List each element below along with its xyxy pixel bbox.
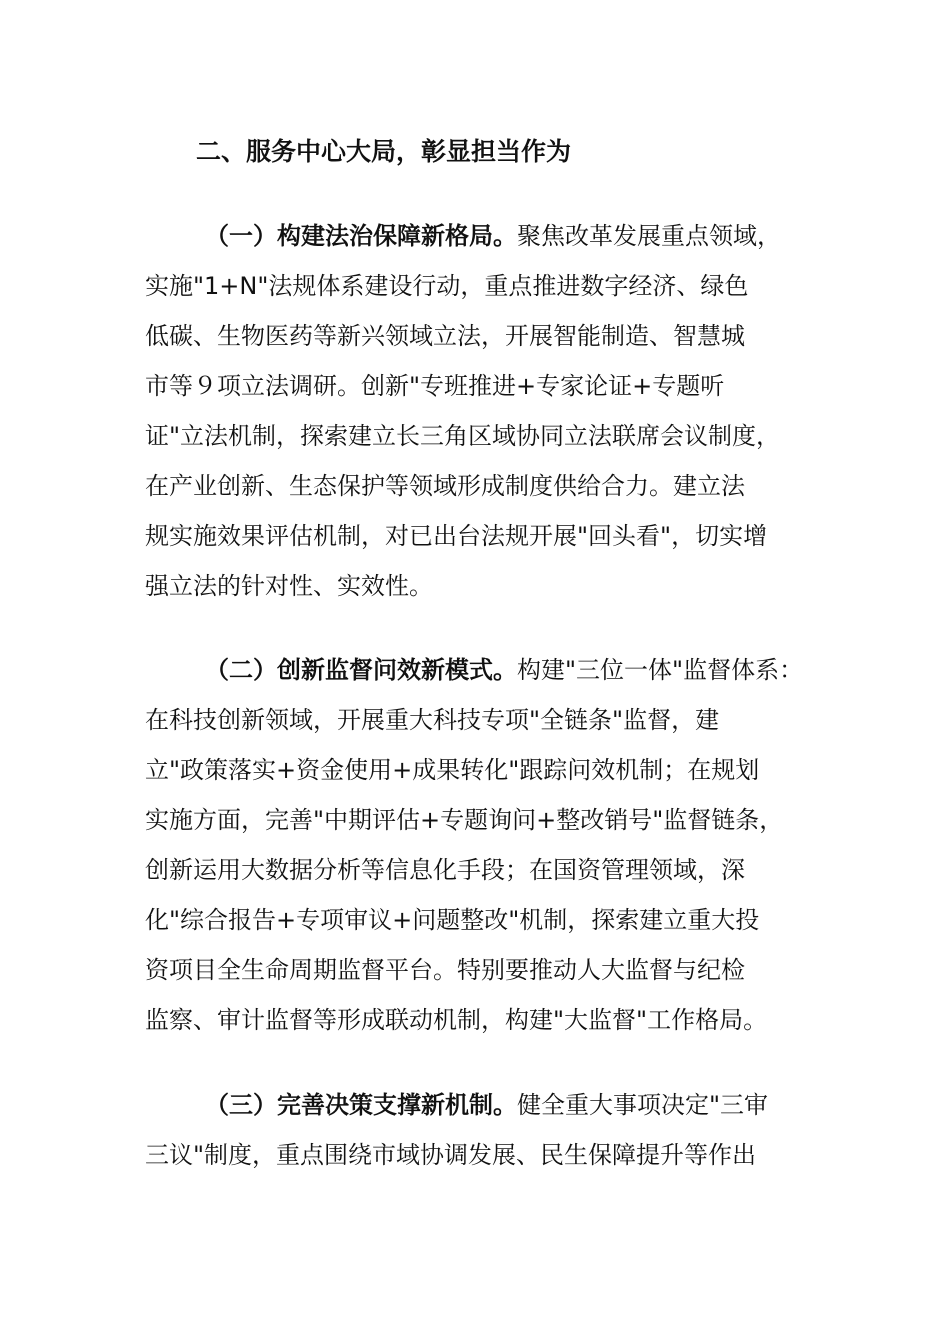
paragraph-1-line-3: 低碳、生物医药等新兴领域立法，开展智能制造、智慧城 xyxy=(145,322,745,350)
paragraph-1-line-7: 规实施效果评估机制，对已出台法规开展"回头看"，切实增 xyxy=(145,522,768,550)
paragraph-1-line-8: 强立法的针对性、实效性。 xyxy=(145,572,433,600)
paragraph-2-line-1 xyxy=(205,650,803,690)
paragraph-3-lead: （三）完善决策支撑新机制。 xyxy=(205,1091,517,1119)
paragraph-3-text: 健全重大事项决定"三审 xyxy=(517,1091,769,1119)
paragraph-2-text: 构建"三位一体"监督体系： xyxy=(517,656,804,684)
paragraph-2-line-2: 在科技创新领域，开展重大科技专项"全链条"监督，建 xyxy=(145,706,720,734)
paragraph-2-line-8: 监察、审计监督等形成联动机制，构建"大监督"工作格局。 xyxy=(145,1006,768,1034)
paragraph-1-line-5: 证"立法机制，探索建立长三角区域协同立法联席会议制度， xyxy=(145,422,781,450)
paragraph-1-text: 聚焦改革发展重点领域， xyxy=(517,222,781,250)
paragraph-1-line-6: 在产业创新、生态保护等领域形成制度供给合力。建立法 xyxy=(145,472,745,500)
section-heading: 二、服务中心大局，彰显担当作为 xyxy=(196,137,572,166)
paragraph-3-line-2: 三议"制度，重点围绕市域协调发展、民生保障提升等作出 xyxy=(145,1141,757,1169)
paragraph-1-line-2: 实施"1+N"法规体系建设行动，重点推进数字经济、绿色 xyxy=(145,272,749,300)
paragraph-2-line-6: 化"综合报告+专项审议+问题整改"机制，探索建立重大投 xyxy=(145,906,760,934)
paragraph-1-line-4: 市等９项立法调研。创新"专班推进+专家论证+专题听 xyxy=(145,372,725,400)
paragraph-2-line-7: 资项目全生命周期监督平台。特别要推动人大监督与纪检 xyxy=(145,956,745,984)
paragraph-2-line-5: 创新运用大数据分析等信息化手段；在国资管理领域，深 xyxy=(145,856,745,884)
paragraph-2-lead: （二）创新监督问效新模式。 xyxy=(205,656,517,684)
paragraph-1-line-1 xyxy=(205,216,781,256)
paragraph-2-line-3: 立"政策落实+资金使用+成果转化"跟踪问效机制；在规划 xyxy=(145,756,760,784)
paragraph-2-line-4: 实施方面，完善"中期评估+专题询问+整改销号"监督链条， xyxy=(145,806,784,834)
paragraph-3-line-1 xyxy=(205,1085,768,1125)
paragraph-1-lead: （一）构建法治保障新格局。 xyxy=(205,222,517,250)
